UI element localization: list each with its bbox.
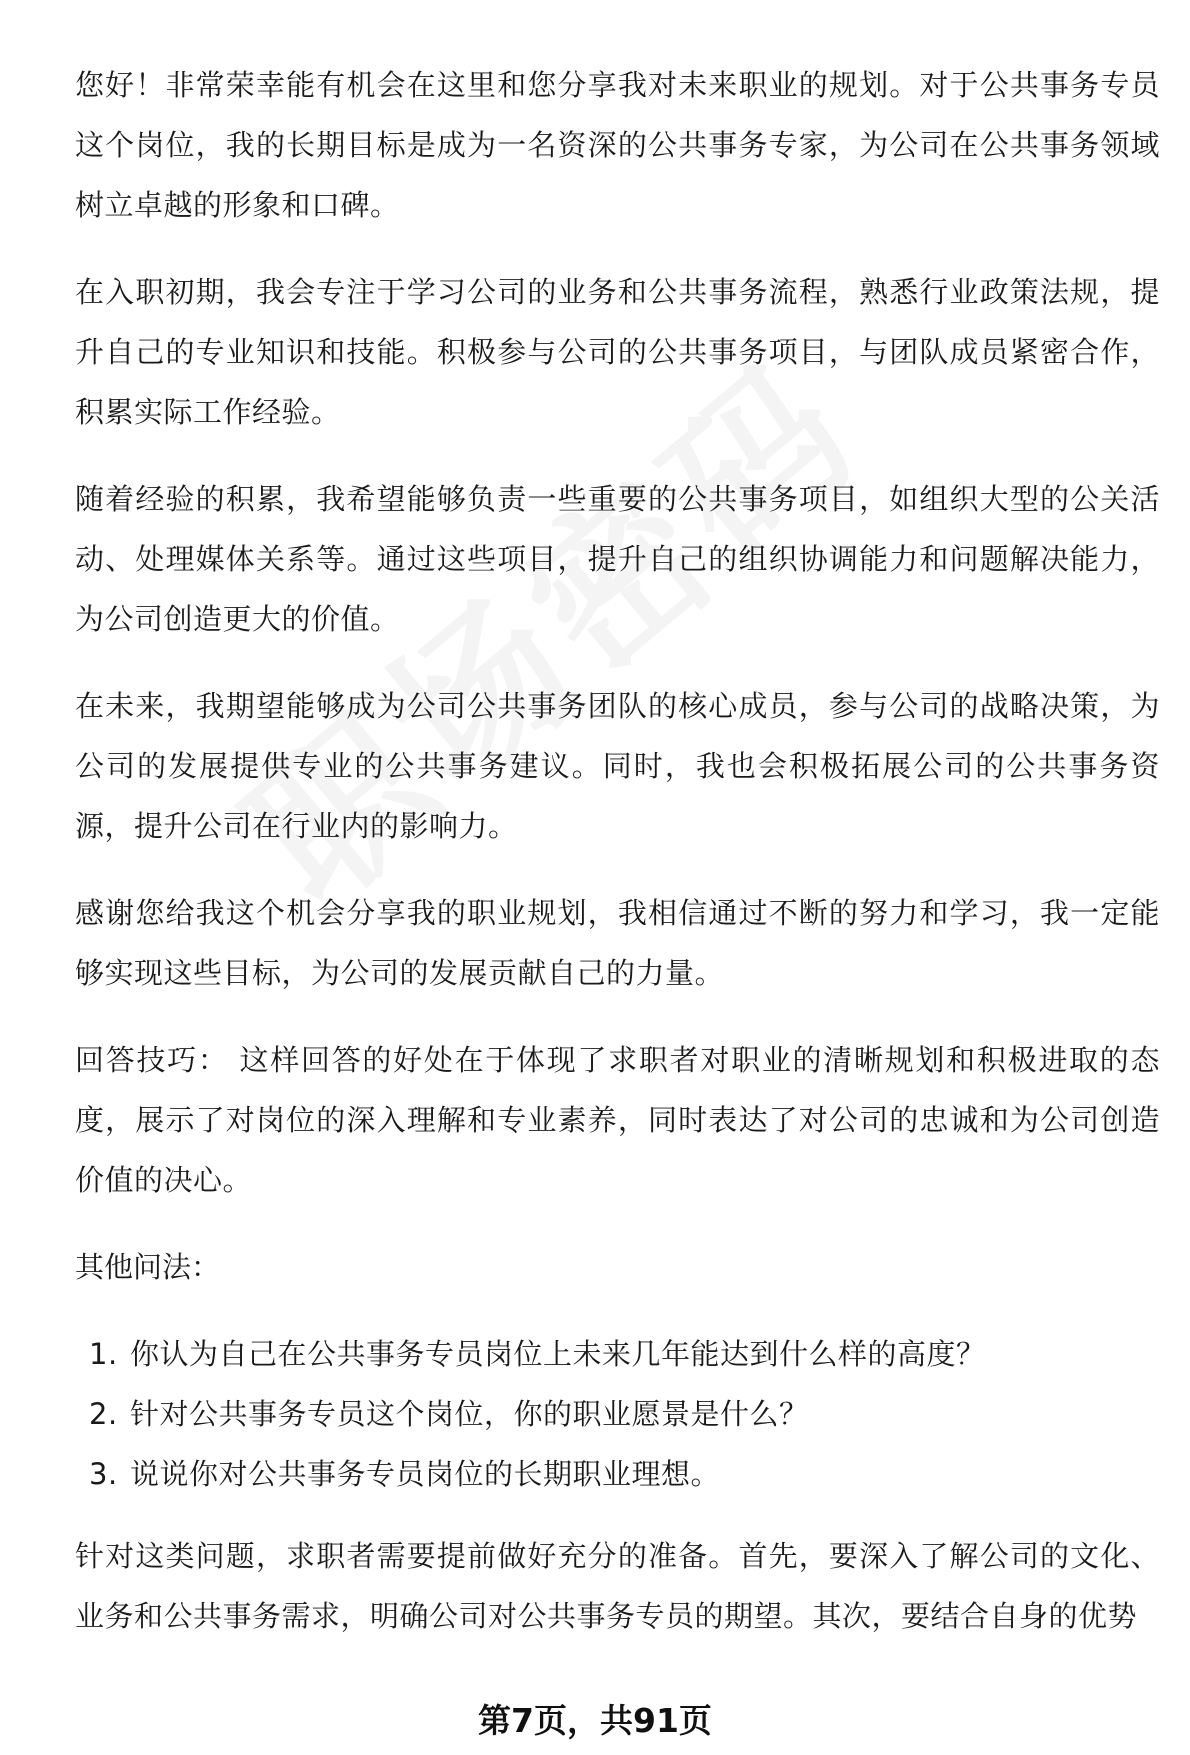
list-item-number: 1. [89,1337,118,1371]
paragraph-early-stage: 在入职初期，我会专注于学习公司的业务和公共事务流程，熟悉行业政策法规，提升自己的专业知识和技能。积极参与公司的公共事务项目，与团队成员紧密合作，积累实际工作经验。 [75,275,1160,429]
list-item [75,1324,1160,1384]
paragraph-closing: 针对这类问题，求职者需要提前做好充分的准备。首先，要深入了解公司的文化、业务和公共事务需求，明确公司对公共事务专员的期望。其次，要结合自身的优势 [75,1539,1160,1633]
document-body [75,55,1160,1673]
list-item-number: 2. [89,1397,118,1431]
paragraph-mid-stage: 随着经验的积累，我希望能够负责一些重要的公共事务项目，如组织大型的公关活动、处理媒体关系等。通过这些项目，提升自己的组织协调能力和问题解决能力，为公司创造更大的价值。 [75,482,1160,636]
list-item-text: 说说你对公共事务专员岗位的长期职业理想。 [130,1457,721,1491]
list-item-text: 你认为自己在公共事务专员岗位上未来几年能达到什么样的高度？ [130,1337,986,1371]
paragraph-thanks: 感谢您给我这个机会分享我的职业规划，我相信通过不断的努力和学习，我一定能够实现这些目标，为公司的发展贡献自己的力量。 [75,896,1160,990]
list-item [75,1444,1160,1504]
paragraph-future: 在未来，我期望能够成为公司公共事务团队的核心成员，参与公司的战略决策，为公司的发展提供专业的公共事务建议。同时，我也会积极拓展公司的公共事务资源，提升公司在行业内的影响力。 [75,689,1160,843]
other-questions-list [75,1324,1160,1504]
paragraph-answer-tips: 回答技巧： 这样回答的好处在于体现了求职者对职业的清晰规划和积极进取的态度，展示了对岗位的深入理解和专业素养，同时表达了对公司的忠诚和为公司创造价值的决心。 [75,1043,1160,1197]
list-item [75,1384,1160,1444]
list-item-text: 针对公共事务专员这个岗位，你的职业愿景是什么？ [130,1397,809,1431]
other-questions-heading: 其他问法： [75,1250,221,1284]
list-item-number: 3. [89,1457,118,1491]
page-number-footer: 第7页，共91页 [478,1701,712,1740]
paragraph-intro: 您好！非常荣幸能有机会在这里和您分享我对未来职业的规划。对于公共事务专员这个岗位，我的长期目标是成为一名资深的公共事务专家，为公司在公共事务领域树立卓越的形象和口碑。 [75,68,1160,222]
